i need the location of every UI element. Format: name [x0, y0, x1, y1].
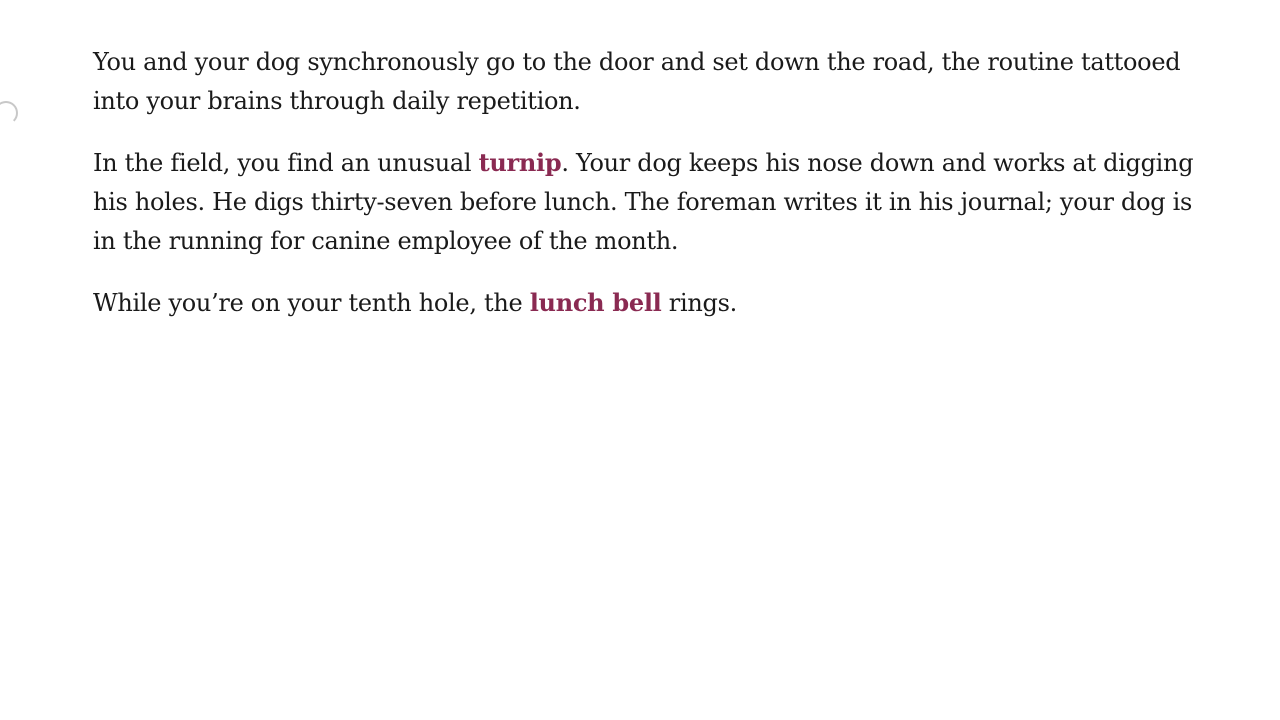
- loading-spinner-icon: [0, 101, 18, 125]
- paragraph-1-text: You and your dog synchronously go to the door and set down the road, the routine tattooed into your brains through daily repetition.: [93, 48, 1181, 115]
- turnip-link[interactable]: turnip: [478, 148, 562, 177]
- paragraph-3-text-after: rings.: [661, 289, 737, 317]
- paragraph-2: [93, 143, 1203, 261]
- story-passage: [93, 43, 1203, 345]
- paragraph-2-text-after: . Your dog keeps his nose down and works at digging his holes. He digs thirty-seven before lunch. The foreman writes it in his journal; your dog is in the running for canine employee of the month.: [93, 149, 1194, 255]
- paragraph-3: [93, 283, 1203, 323]
- lunch-bell-link[interactable]: lunch bell: [529, 288, 662, 317]
- paragraph-1: [93, 43, 1203, 121]
- paragraph-2-text-before: In the field, you find an unusual: [93, 149, 479, 177]
- paragraph-3-text-before: While you’re on your tenth hole, the: [93, 289, 530, 317]
